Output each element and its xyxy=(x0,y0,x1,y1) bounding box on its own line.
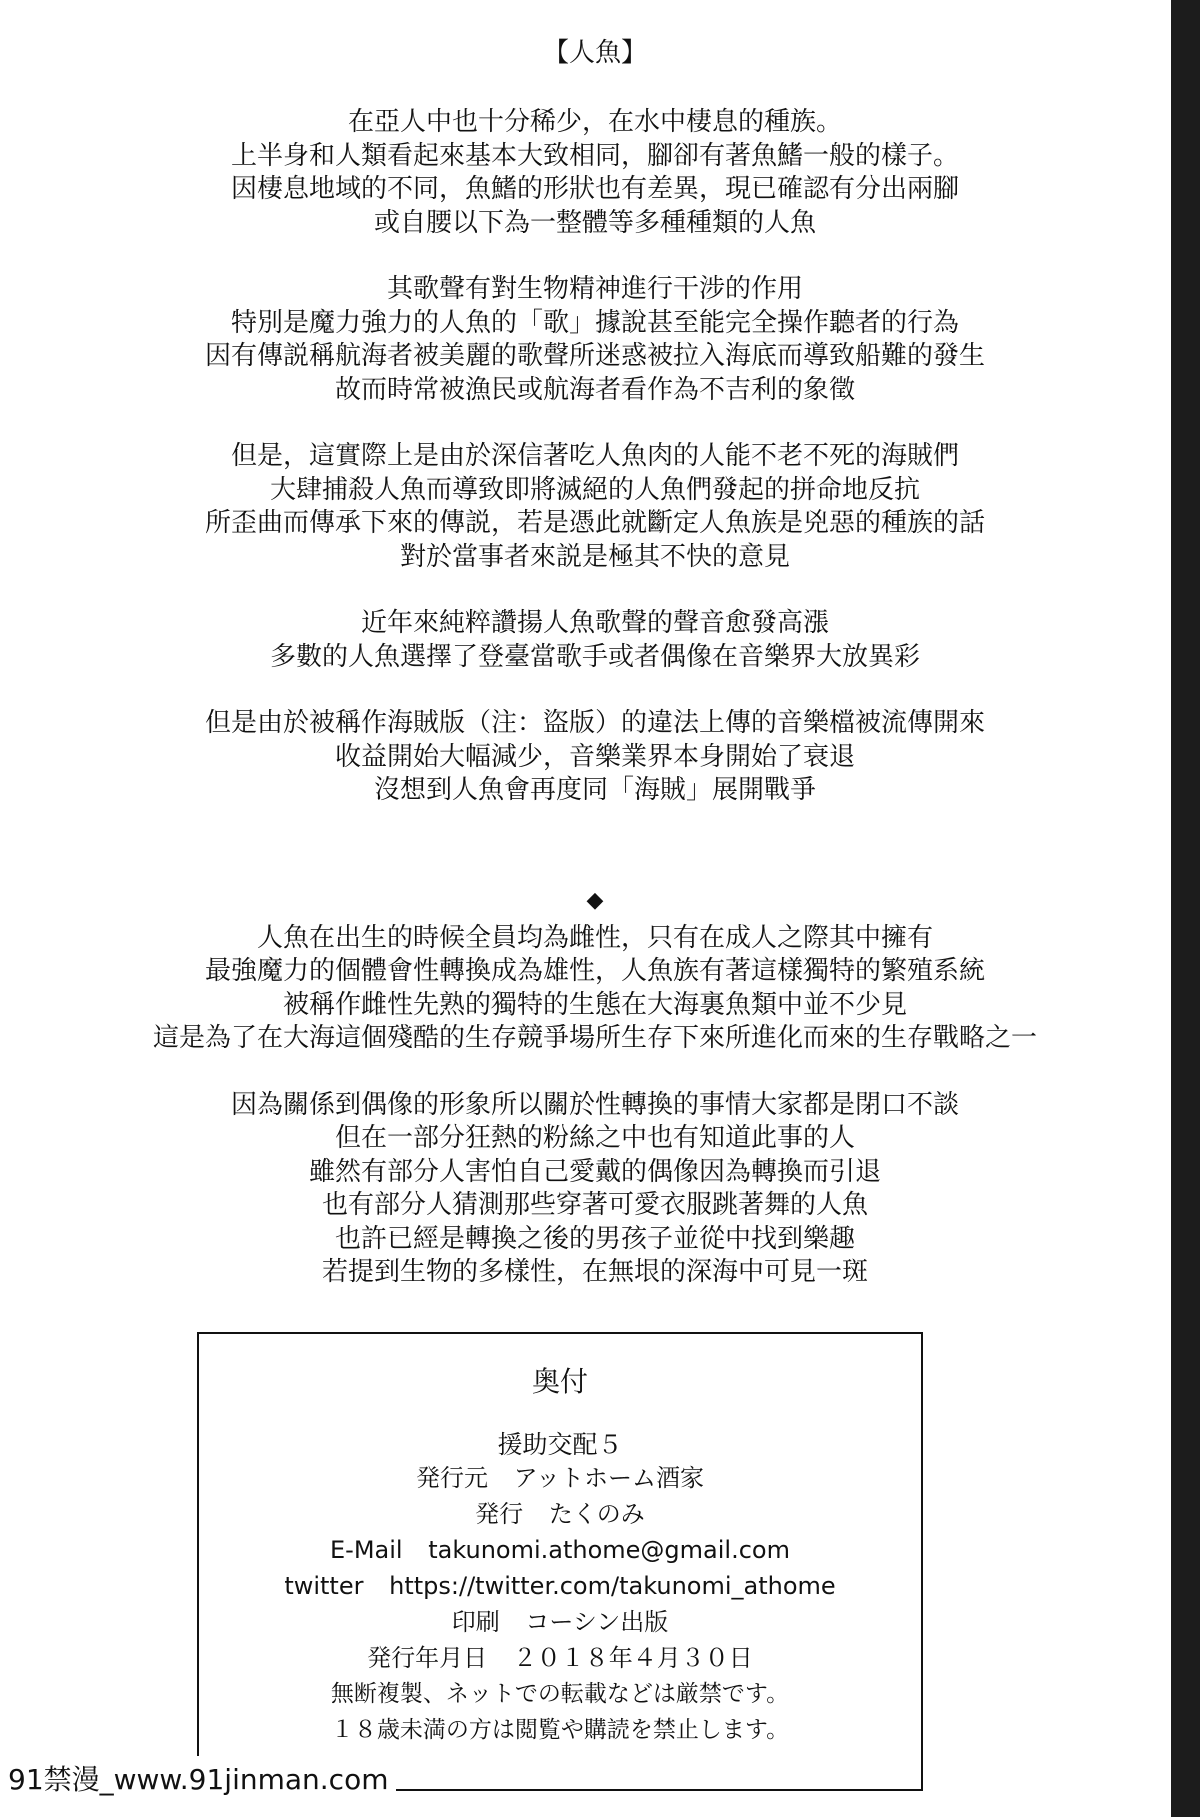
text-line: 沒想到人魚會再度同「海賊」展開戰爭 xyxy=(373,775,816,805)
date-value: ２０１８年４月３０日 xyxy=(512,1644,753,1672)
publisher-row xyxy=(199,1460,921,1496)
text-line: 因為關係到偶像的形象所以關於性轉換的事情大家都是閉口不談 xyxy=(230,1089,959,1120)
text-line: 人魚在出生的時候全員均為雌性，只有在成人之際其中擁有 xyxy=(256,922,933,953)
colophon-box xyxy=(197,1332,923,1791)
paragraph-4 xyxy=(40,607,1150,674)
page-edge-bar xyxy=(1171,0,1200,1817)
site-watermark: 91禁漫_www.91jinman.com xyxy=(0,1756,396,1804)
publisher-label: 発行元 xyxy=(416,1464,489,1492)
paragraph-5 xyxy=(40,707,1150,808)
date-label: 発行年月日 xyxy=(367,1644,488,1672)
text-line: 但在一部分狂熱的粉絲之中也有知道此事的人 xyxy=(334,1123,855,1153)
text-line: 也許已經是轉換之後的男孩子並從中找到樂趣 xyxy=(334,1223,855,1254)
email-value: takunomi.athome@gmail.com xyxy=(428,1536,790,1564)
paragraph-3 xyxy=(40,440,1150,574)
issuer-label: 発行 xyxy=(475,1500,524,1528)
paragraph-7 xyxy=(40,1089,1150,1290)
diamond-divider: ◆ xyxy=(586,887,604,913)
printer-value: コーシン出版 xyxy=(525,1608,669,1636)
printer-label: 印刷 xyxy=(451,1608,500,1636)
text-line: 特別是魔力強力的人魚的「歌」據說甚至能完全操作聽者的行為 xyxy=(230,307,959,338)
section-gap xyxy=(40,841,1150,880)
text-line: 上半身和人類看起來基本大致相同，腳卻有著魚鰭一般的樣子。 xyxy=(230,140,959,171)
text-line: 雖然有部分人害怕自己愛戴的偶像因為轉換而引退 xyxy=(308,1156,881,1187)
text-line: 或自腰以下為一整體等多種種類的人魚 xyxy=(373,207,816,238)
work-title: 援助交配５ xyxy=(497,1430,623,1459)
text-line: 所歪曲而傳承下來的傳説，若是憑此就斷定人魚族是兇惡的種族的話 xyxy=(204,508,985,538)
twitter-label: twitter xyxy=(284,1572,364,1600)
text-line: 若提到生物的多樣性，在無垠的深海中可見一斑 xyxy=(321,1257,868,1287)
text-line: 也有部分人猜測那些穿著可愛衣服跳著舞的人魚 xyxy=(321,1190,868,1220)
text-line: 最強魔力的個體會性轉換成為雄性，人魚族有著這樣獨特的繁殖系統 xyxy=(204,956,985,986)
paragraph-6 xyxy=(40,922,1150,1056)
text-line: 因有傳説稱航海者被美麗的歌聲所迷惑被拉入海底而導致船難的發生 xyxy=(204,341,985,371)
email-row xyxy=(199,1532,921,1568)
printer-row xyxy=(199,1604,921,1640)
twitter-value: https://twitter.com/takunomi_athome xyxy=(389,1572,836,1600)
text-line: 故而時常被漁民或航海者看作為不吉利的象徵 xyxy=(334,374,855,405)
paragraph-2 xyxy=(40,273,1150,407)
copy-notice: 無断複製、ネットでの転載などは厳禁です。 xyxy=(330,1681,790,1707)
text-line: 被稱作雌性先熟的獨特的生態在大海裏魚類中並不少見 xyxy=(282,989,907,1020)
text-line: 多數的人魚選擇了登臺當歌手或者偶像在音樂界大放異彩 xyxy=(269,641,920,672)
text-line: 但是由於被稱作海賊版（注：盜版）的違法上傳的音樂檔被流傳開來 xyxy=(204,708,985,738)
article-body xyxy=(40,30,1150,1323)
publisher-value: アットホーム酒家 xyxy=(513,1464,704,1492)
text-line: 近年來純粹讚揚人魚歌聲的聲音愈發高漲 xyxy=(360,608,829,638)
twitter-row xyxy=(199,1568,921,1604)
text-line: 其歌聲有對生物精神進行干涉的作用 xyxy=(386,274,803,304)
issuer-value: たくのみ xyxy=(548,1500,645,1528)
text-line: 收益開始大幅減少，音樂業界本身開始了衰退 xyxy=(334,741,855,772)
text-line: 大肆捕殺人魚而導致即將滅絕的人魚們發起的拼命地反抗 xyxy=(269,474,920,505)
text-line: 這是為了在大海這個殘酷的生存競爭場所生存下來所進化而來的生存戰略之一 xyxy=(152,1023,1037,1053)
email-label: E-Mail xyxy=(330,1536,403,1564)
text-line: 但是，這實際上是由於深信著吃人魚肉的人能不老不死的海賊們 xyxy=(230,441,959,471)
age-notice: １８歳未満の方は閲覧や購読を禁止します。 xyxy=(330,1717,790,1743)
article-title: 【人魚】 xyxy=(542,38,647,68)
text-line: 因棲息地域的不同，魚鰭的形狀也有差異，現已確認有分出兩腳 xyxy=(230,174,959,204)
date-row xyxy=(199,1640,921,1676)
colophon-title: 奥付 xyxy=(531,1365,588,1398)
issuer-row xyxy=(199,1496,921,1532)
text-line: 在亞人中也十分稀少，在水中棲息的種族。 xyxy=(347,107,842,137)
text-line: 對於當事者來説是極其不快的意見 xyxy=(399,541,790,572)
paragraph-1 xyxy=(40,106,1150,240)
